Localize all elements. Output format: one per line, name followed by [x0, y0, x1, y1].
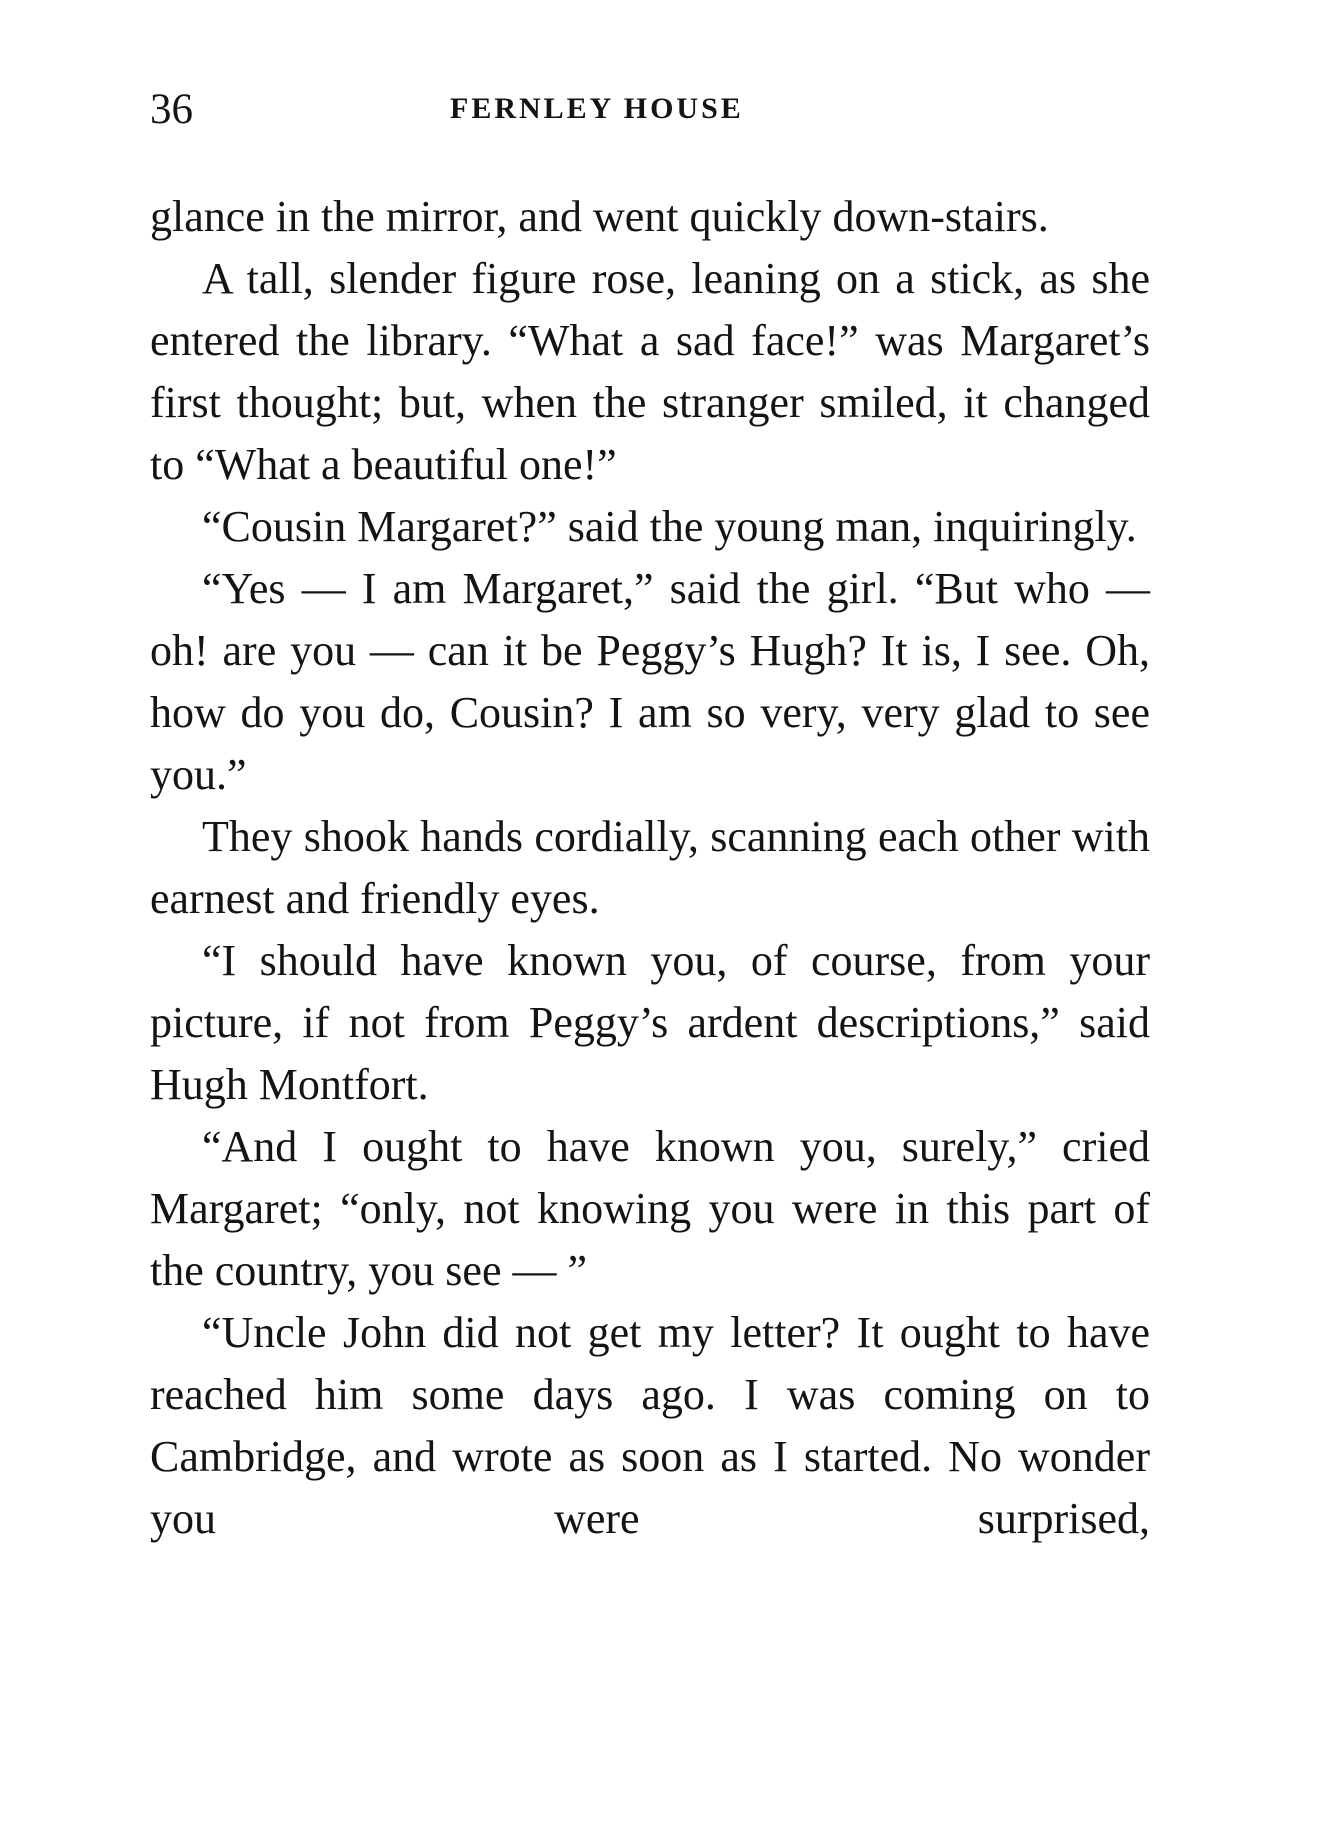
paragraph: “Yes — I am Margaret,” said the girl. “But who — oh! are you — can it be Peggy’s Hugh? It is, I see. Oh, how do you do, Cousin? I am so very, very glad to see you.”: [150, 564, 1150, 799]
paragraph: “And I ought to have known you, surely,” cried Margaret; “only, not knowing you were in this part of the country, you see — ”: [150, 1122, 1150, 1295]
paragraph: They shook hands cordially, scanning each other with earnest and friendly eyes.: [150, 812, 1150, 923]
paragraph: A tall, slender figure rose, leaning on a stick, as she entered the library. “What a sad face!” was Margaret’s first thought; but, when the stranger smiled, it changed to “What a beautiful one!”: [150, 254, 1150, 489]
paragraph: glance in the mirror, and went quickly down-stairs.: [150, 192, 1049, 241]
paragraph: “Cousin Margaret?” said the young man, inquiringly.: [202, 502, 1137, 551]
paragraph: “Uncle John did not get my letter? It ought to have reached him some days ago. I was coming on to Cambridge, and wrote as soon as I started. No wonder you were surprised,: [150, 1308, 1150, 1543]
book-page: [150, 88, 1150, 1788]
page-body: [150, 186, 1150, 1550]
running-title: FERNLEY HOUSE: [450, 92, 744, 125]
page-header: [150, 88, 1150, 148]
paragraph: “I should have known you, of course, from your picture, if not from Peggy’s ardent descriptions,” said Hugh Montfort.: [150, 936, 1150, 1109]
page-number: 36: [150, 86, 193, 133]
